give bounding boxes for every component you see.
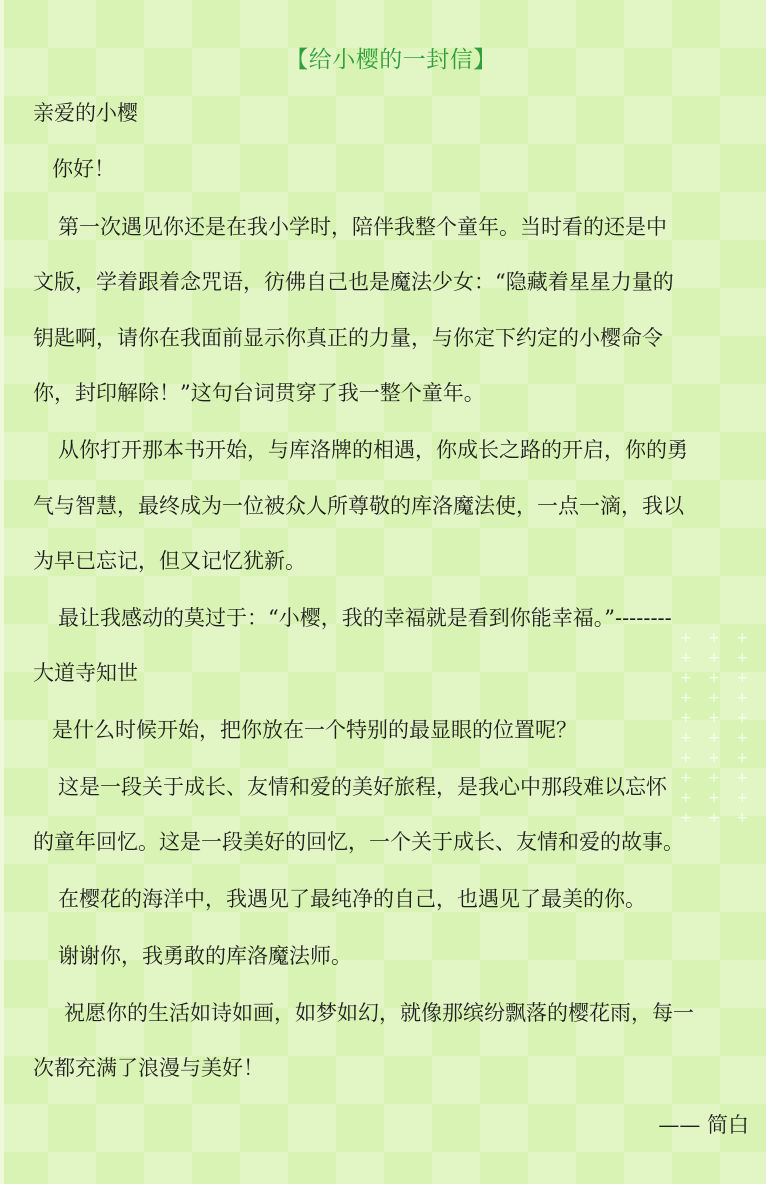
greeting: 你好！ [52, 157, 115, 181]
paragraph-3-line-2: 大道寺知世 [33, 661, 138, 685]
paragraph-1-line-2: 文版，学着跟着念咒语，彷佛自己也是魔法少女：“隐藏着星星力量的 [33, 270, 674, 294]
sparkle-pattern-icon: + + + + + + + + + + + + + + + + + + + + + + + + + + + + + + [680, 630, 755, 826]
letter-title: 【给小樱的一封信】 [285, 47, 497, 73]
paragraph-8-line-2: 次都充满了浪漫与美好！ [33, 1056, 264, 1080]
paragraph-5-line-2: 的童年回忆。这是一段美好的回忆，一个关于成长、友情和爱的故事。 [33, 830, 684, 854]
paragraph-3-line-1: 最让我感动的莫过于：“小樱，我的幸福就是看到你能幸福。”-------- [58, 606, 672, 630]
paragraph-7: 谢谢你，我勇敢的库洛魔法师。 [58, 944, 352, 968]
paragraph-2-line-2: 气与智慧，最终成为一位被众人所尊敬的库洛魔法使，一点一滴，我以 [33, 494, 684, 518]
paragraph-1-line-4: 你，封印解除！”这句台词贯穿了我一整个童年。 [33, 381, 485, 405]
paragraph-1-line-3: 钥匙啊，请你在我面前显示你真正的力量，与你定下约定的小樱命令 [33, 326, 663, 350]
paragraph-5-line-1: 这是一段关于成长、友情和爱的美好旅程，是我心中那段难以忘怀 [58, 775, 667, 799]
signature: —— 简白 [658, 1113, 749, 1137]
page-left-edge [0, 0, 4, 1184]
paragraph-8-line-1: 祝愿你的生活如诗如画，如梦如幻，就像那缤纷飘落的樱花雨，每一 [64, 1001, 694, 1025]
paragraph-6: 在樱花的海洋中，我遇见了最纯净的自己，也遇见了最美的你。 [58, 887, 646, 911]
paragraph-1-line-1: 第一次遇见你还是在我小学时，陪伴我整个童年。当时看的还是中 [58, 215, 667, 239]
paragraph-2-line-3: 为早已忘记，但又记忆犹新。 [33, 549, 306, 573]
paragraph-4: 是什么时候开始，把你放在一个特别的最显眼的位置呢？ [52, 718, 577, 742]
salutation: 亲爱的小樱 [33, 101, 138, 125]
paragraph-2-line-1: 从你打开那本书开始，与库洛牌的相遇，你成长之路的开启，你的勇 [58, 438, 688, 462]
